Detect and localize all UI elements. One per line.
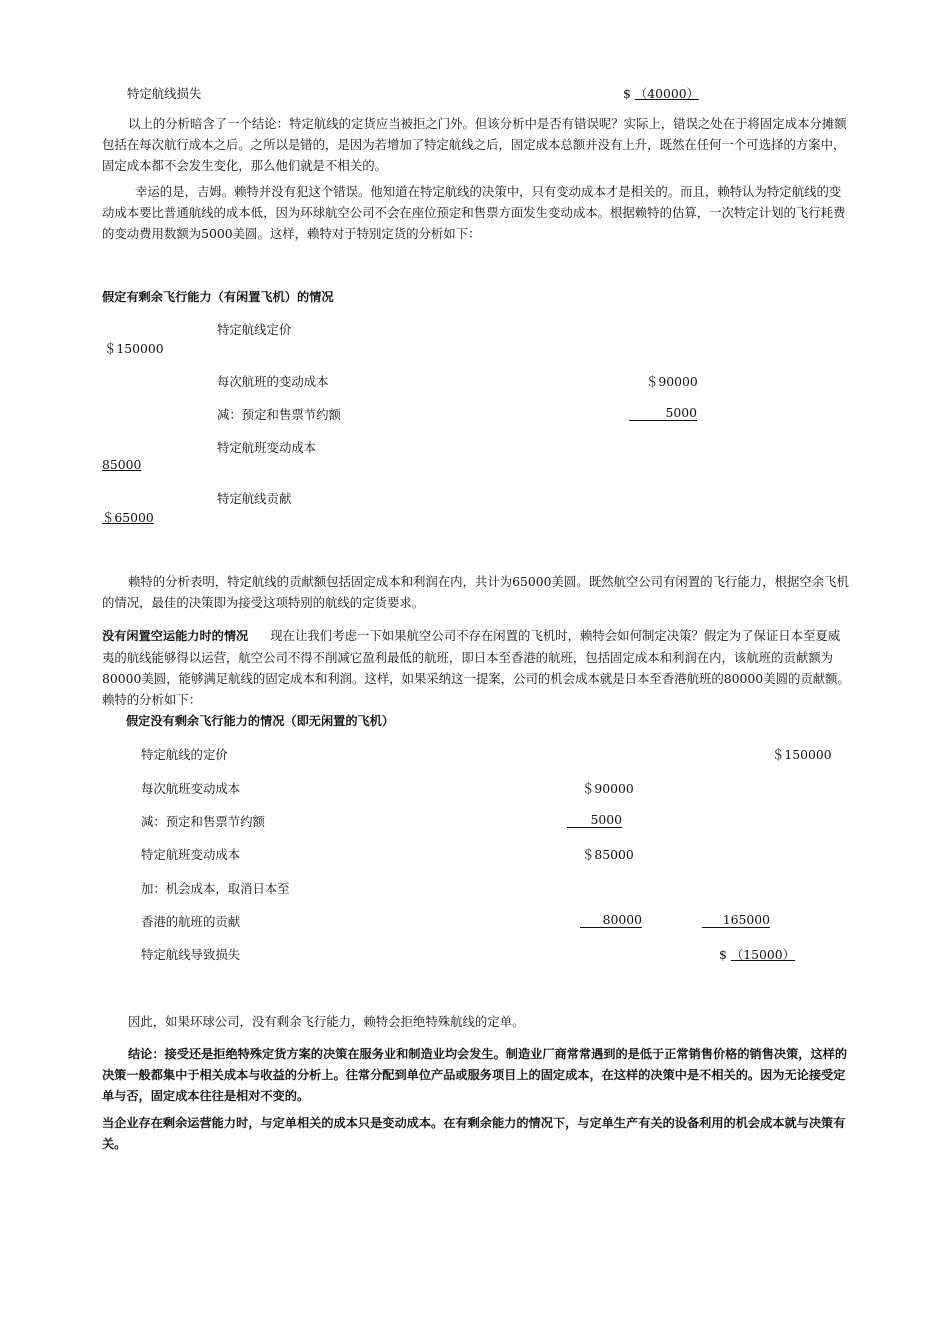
s2-row7-col2-wrap [719,945,795,963]
s1-row2-label: 每次航班的变动成本 [217,374,329,389]
s2-row6-col1: 80000 [580,913,642,928]
top-loss-value [623,84,699,102]
s1-row4-label: 特定航班变动成本 [217,440,317,455]
s2-row1-col2: ＄150000 [772,747,832,762]
s2-row1-label: 特定航线的定价 [141,747,228,762]
s1-row4-value: 85000 [102,457,142,472]
s1-row2-value: ＄90000 [646,374,698,389]
conclusion-paragraph-1: 结论：接受还是拒绝特殊定货方案的决策在服务业和制造业均会发生。制造业厂商常常遇到的是低于正常销售价格的销售决策，这样的决策一般都集中于相关成本与收益的分析上。往常分配到单位产品或服务项目上的固定成本，在这样的决策中是不相关的。因为无论接受定单与否，固定成本往往是相对不变的。 [102,1047,848,1103]
paragraph-no-idle-capacity [102,625,850,710]
s2-row6-col2: 165000 [702,913,770,928]
s2-row6-label: 香港的航班的贡献 [141,914,241,929]
s2-row4-col1: ＄85000 [582,847,634,862]
s1-row1-label: 特定航线定价 [217,322,292,337]
paragraph-contribution-result: 赖特的分析表明，特定航线的贡献额包括固定成本和利润在内，共计为65000美圆。既然航空公司有闲置的飞行能力，根据空余飞机的情况，最佳的决策即为接受这项特别的航线的定货要求。 [102,574,849,610]
s1-row5-value: ＄65000 [102,510,154,525]
s2-row2-label: 每次航班变动成本 [141,781,241,796]
s2-row7-col2-prefix: $ [719,947,727,962]
paragraph-reject-order: 因此，如果环球公司，没有剩余飞行能力，赖特会拒绝特殊航线的定单。 [128,1014,525,1029]
s2-row3-col1: 5000 [567,813,622,828]
s1-row1-value: ＄150000 [104,341,164,356]
s2-row7-label: 特定航线导致损失 [141,947,241,962]
paragraph-wright-analysis: 幸运的是，吉姆。赖特并没有犯这个错误。他知道在特定航线的决策中，只有变动成本才是相关的。而且，赖特认为特定航线的变动成本要比普通航线的成本低，因为环球航空公司不会在座位预定和售票方面发生变动成本。根据赖特的估算，一次特定计划的飞行耗费的变动费用数额为5000美圆。这样，赖特对于特别定货的分析如下： [102,184,846,241]
paragraph-no-idle-capacity-text: 现在让我们考虑一下如果航空公司不存在闲置的飞机时，赖特会如何制定决策？假定为了保证日本至夏威夷的航线能够得以运营，航空公司不得不削减它盈利最低的航班，即日本至香港的航班，包括固定成本和利润在内，该航班的贡献额为80000美圆，能够满足航线的固定成本和利润。这样，如果采纳这一提案，公司的机会成本就是日本至香港航班的80000美圆的贡献额。赖特的分析如下： [102,628,850,707]
s2-row4-label: 特定航班变动成本 [141,847,241,862]
s2-row5-label: 加：机会成本，取消日本至 [141,881,290,896]
top-loss-amount: （40000） [634,86,700,101]
s2-row3-label: 减：预定和售票节约额 [141,814,265,829]
s1-row3-label: 减：预定和售票节约额 [217,407,341,422]
top-loss-label: 特定航线损失 [127,86,202,101]
s2-row7-col2: （15000） [730,947,796,962]
paragraph-fixed-cost-error: 以上的分析暗含了一个结论：特定航线的定货应当被拒之门外。但该分析中是否有错误呢？实际上，错误之处在于将固定成本分摊额包括在每次航行成本之后。之所以是错的，是因为若增加了特定航线之后，固定成本总额并没有上升，既然在任何一个可选择的方案中，固定成本都不会发生变化，那么他们就是不相关的。 [102,116,847,173]
s1-row3-value: 5000 [629,406,697,421]
conclusion-paragraph-2: 当企业存在剩余运营能力时，与定单相关的成本只是变动成本。在有剩余能力的情况下，与定单生产有关的设备利用的机会成本就与决策有关。 [102,1116,846,1151]
section2-title: 假定没有剩余飞行能力的情况（即无闲置的飞机） [126,714,395,728]
paragraph-no-idle-capacity-lead: 没有闲置空运能力时的情况 [102,629,249,643]
s1-row5-label: 特定航线贡献 [217,491,292,506]
section1-title: 假定有剩余飞行能力（有闲置飞机）的情况 [102,290,334,304]
s2-row2-col1: ＄90000 [582,781,634,796]
top-loss-prefix: $ [623,86,631,101]
